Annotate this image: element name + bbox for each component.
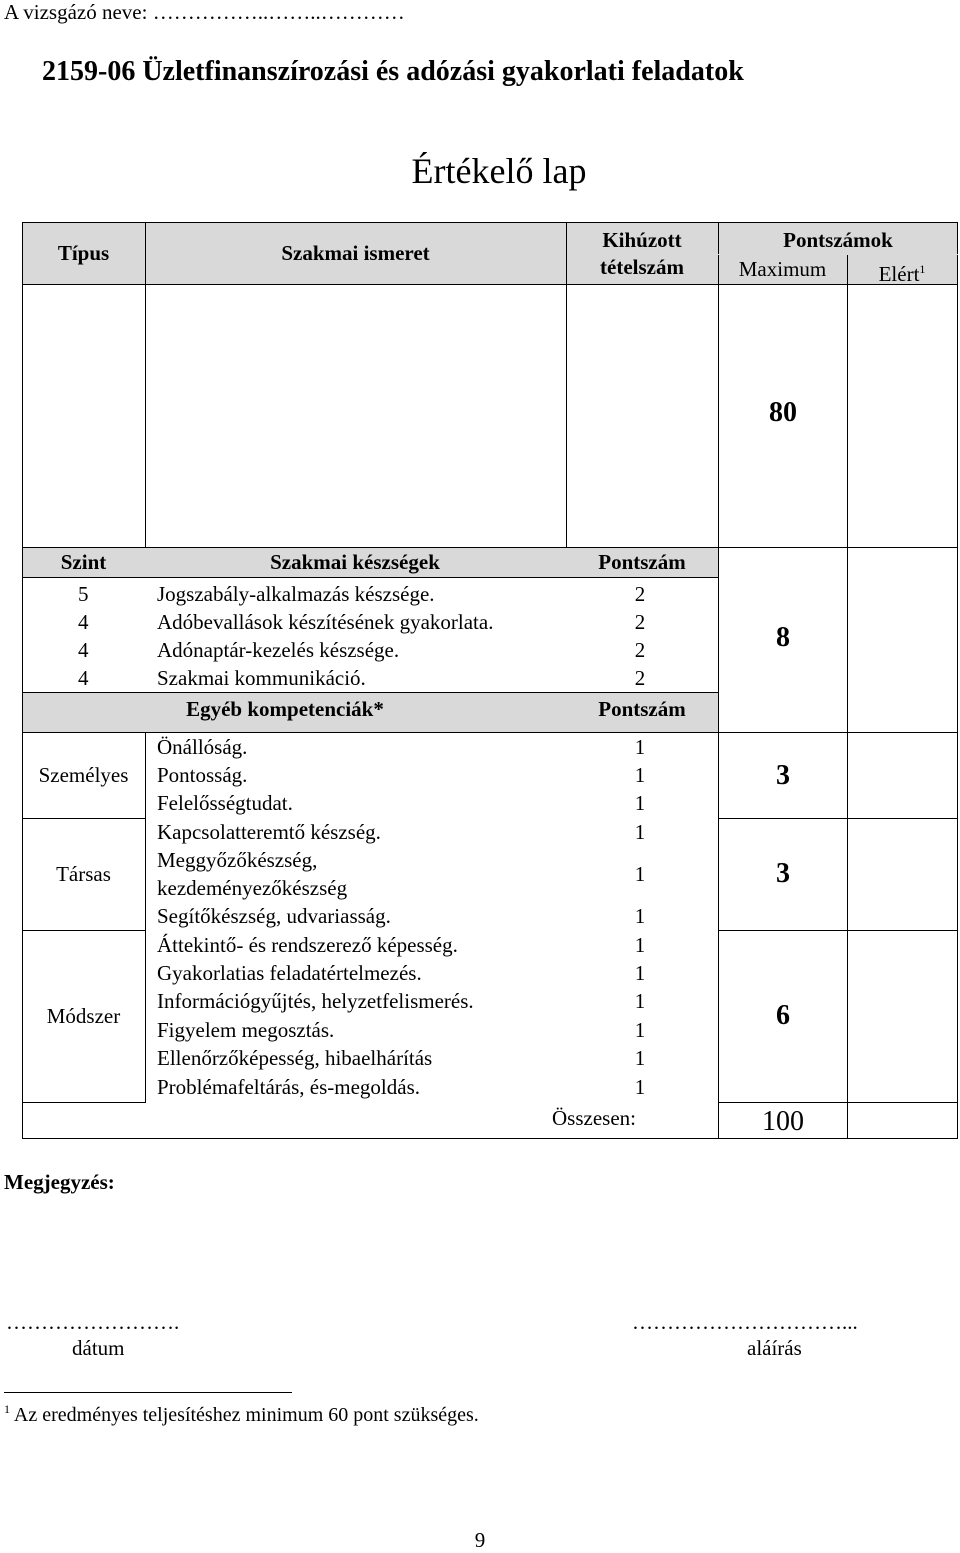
competency-points: 1	[634, 989, 646, 1013]
skill-name: Adóbevallások készítésének gyakorlata.	[157, 610, 494, 634]
skill-points: 2	[634, 610, 646, 634]
skill-level: 4	[78, 610, 89, 634]
competency-name: Problémafeltárás, és-megoldás.	[157, 1075, 420, 1099]
col-max-header: Maximum	[738, 257, 827, 281]
col-points-header: Pontszámok	[783, 228, 893, 252]
group-social-max: 3	[776, 858, 790, 889]
competency-name: Segítőkészség, udvariasság.	[157, 904, 391, 928]
examinee-name-label: A vizsgázó neve: ……………..……..…………	[4, 0, 405, 24]
skills-points-header: Pontszám	[598, 550, 686, 574]
knowledge-max-points: 80	[769, 397, 797, 428]
skills-title-header: Szakmai készségek	[270, 550, 440, 574]
date-label: dátum	[72, 1336, 125, 1360]
footnote-marker: 1	[4, 1402, 10, 1416]
col-achieved-header	[847, 256, 957, 287]
skill-name: Jogszabály-alkalmazás készsége.	[157, 582, 435, 606]
skill-points: 2	[634, 582, 646, 606]
group-method-label: Módszer	[46, 1004, 121, 1028]
col-item-header-line2: tételszám	[600, 255, 684, 279]
competencies-title-header: Egyéb kompetenciák*	[186, 697, 384, 721]
competencies-points-header: Pontszám	[598, 697, 686, 721]
competency-name: Gyakorlatias feladatértelmezés.	[157, 961, 422, 985]
group-method-max: 6	[776, 1000, 790, 1031]
competency-name-cont: kezdeményezőkészség	[157, 876, 348, 900]
competency-points: 1	[634, 735, 646, 759]
skills-max-points: 8	[776, 622, 790, 653]
competency-points: 1	[634, 904, 646, 928]
date-dotted-line: …………………….	[6, 1310, 180, 1334]
group-social-label: Társas	[56, 862, 111, 886]
skill-level: 4	[78, 638, 89, 662]
competency-points: 1	[634, 933, 646, 957]
competency-points: 1	[634, 961, 646, 985]
skill-points: 2	[634, 638, 646, 662]
competency-points: 1	[634, 1075, 646, 1099]
page-number: 9	[474, 1528, 486, 1552]
sheet-title	[0, 150, 960, 192]
skill-points: 2	[634, 666, 646, 690]
col-type-header: Típus	[57, 241, 110, 265]
competency-name: Információgyűjtés, helyzetfelismerés.	[157, 989, 474, 1013]
skills-level-header: Szint	[60, 550, 107, 574]
col-item-header-line1: Kihúzott	[602, 228, 682, 252]
total-value: 100	[762, 1106, 804, 1137]
total-label: Összesen:	[552, 1106, 636, 1130]
competency-name: Figyelem megosztás.	[157, 1018, 335, 1042]
group-personal-label: Személyes	[38, 763, 129, 787]
footnote-separator	[4, 1392, 292, 1393]
competency-name: Önállóság.	[157, 735, 248, 759]
competency-points: 1	[634, 862, 646, 886]
signature-dotted-line: …………………………...	[632, 1310, 858, 1334]
skill-name: Adónaptár-kezelés készsége.	[157, 638, 400, 662]
competency-points: 1	[634, 1018, 646, 1042]
footnote-ref: 1	[919, 262, 926, 276]
footnote-text: Az eredményes teljesítéshez minimum 60 pont szükséges.	[13, 1404, 479, 1426]
competency-points: 1	[634, 820, 646, 844]
competency-name: Kapcsolatteremtő készség.	[157, 820, 381, 844]
competency-points: 1	[634, 791, 646, 815]
competency-name: Ellenőrzőképesség, hibaelhárítás	[157, 1046, 433, 1070]
competency-name: Meggyőzőkészség,	[157, 848, 318, 872]
col-achieved-label: Elért	[878, 262, 920, 286]
group-personal-max: 3	[776, 760, 790, 791]
skill-level: 4	[78, 666, 89, 690]
footnote	[4, 1404, 479, 1427]
competency-name: Áttekintő- és rendszerező képesség.	[157, 933, 458, 957]
skill-name: Szakmai kommunikáció.	[157, 666, 366, 690]
competency-points: 1	[634, 1046, 646, 1070]
signature-label: aláírás	[747, 1336, 802, 1360]
skill-level: 5	[78, 582, 89, 606]
competency-points: 1	[634, 763, 646, 787]
sheet-title-text: Értékelő lap	[411, 151, 587, 191]
document-title: 2159-06 Üzletfinanszírozási és adózási gyakorlati feladatok	[42, 56, 744, 87]
competency-name: Pontosság.	[157, 763, 248, 787]
competency-name: Felelősségtudat.	[157, 791, 293, 815]
remarks-label: Megjegyzés:	[4, 1170, 115, 1194]
col-knowledge-header: Szakmai ismeret	[281, 241, 430, 265]
